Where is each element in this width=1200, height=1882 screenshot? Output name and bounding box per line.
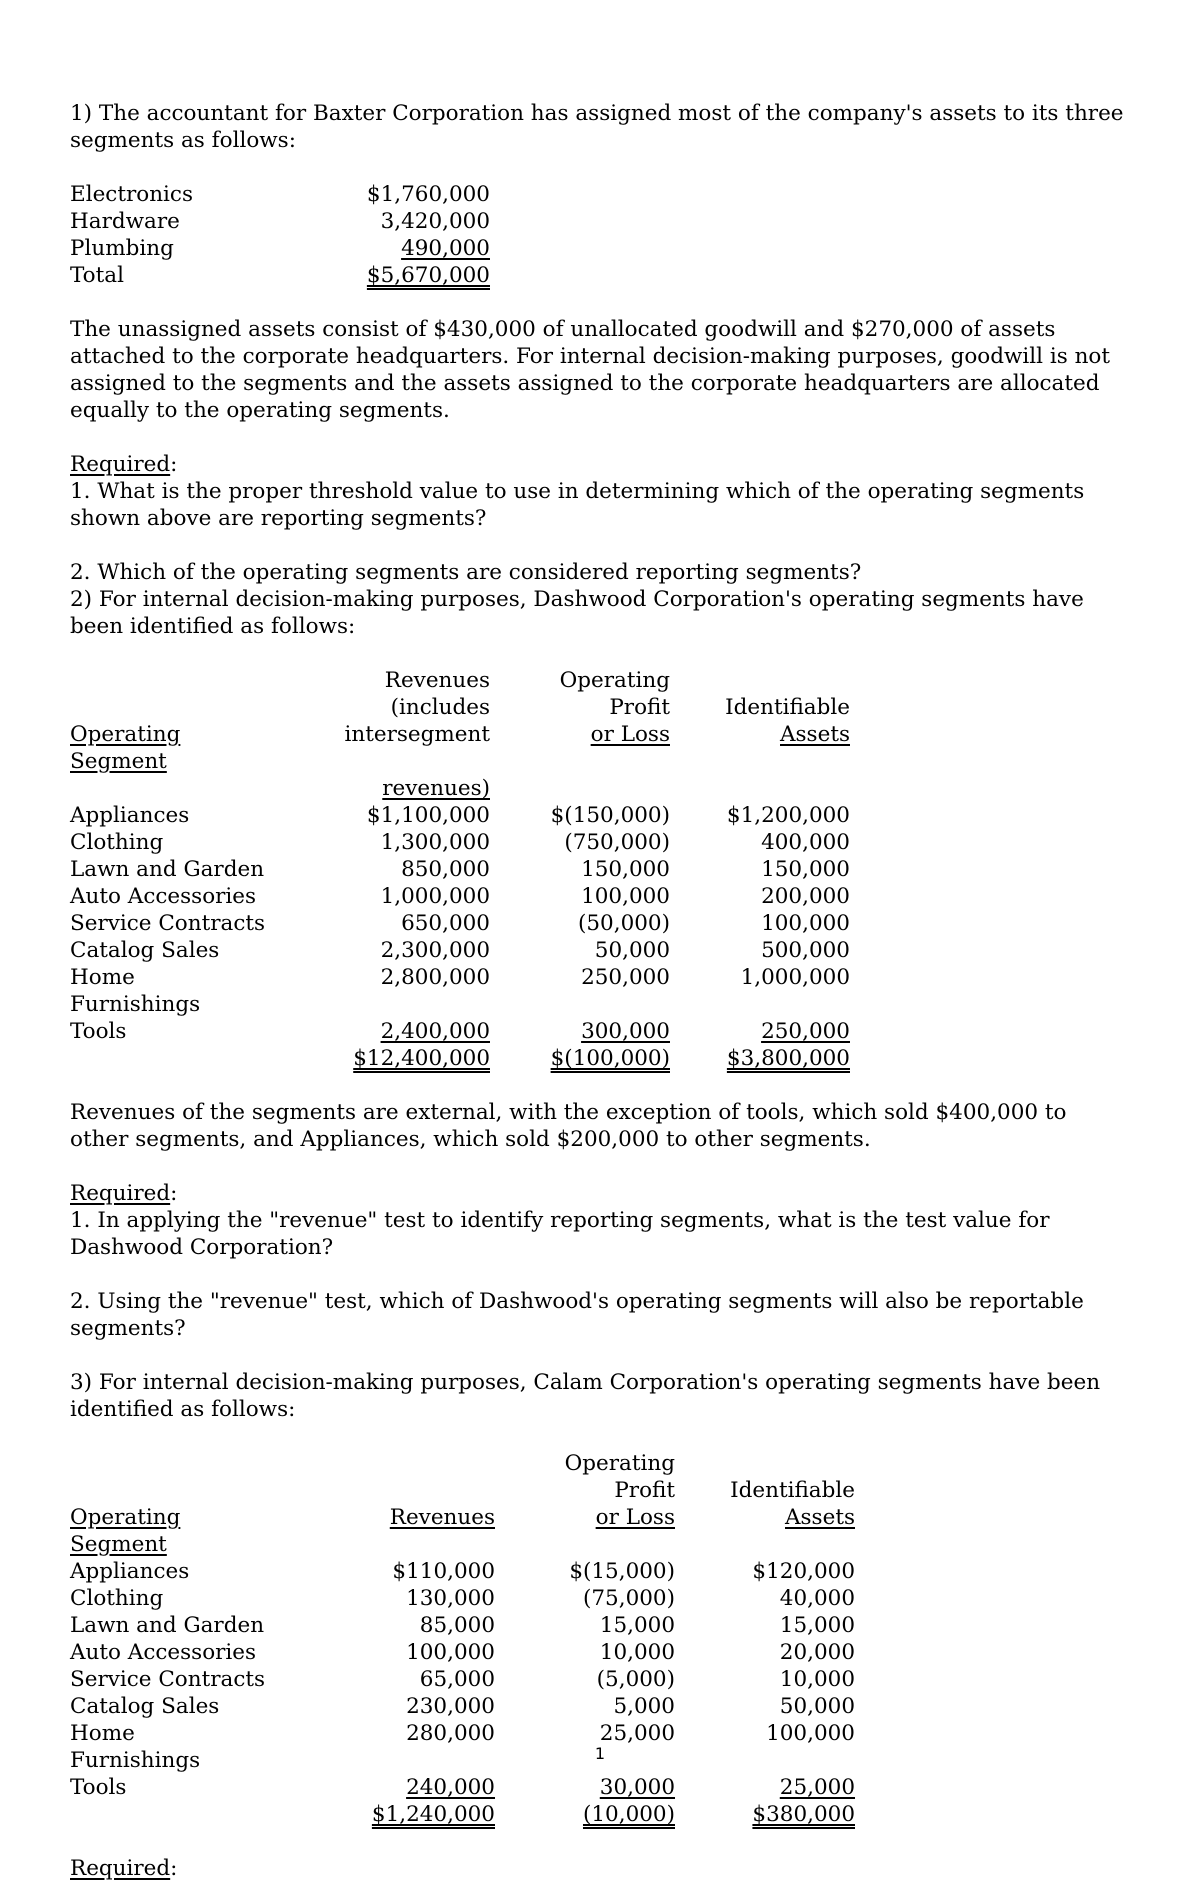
asset-total-value: $5,670,000 <box>366 263 490 288</box>
segment-assets: 25,000 <box>779 1775 855 1800</box>
segment-assets: 20,000 <box>779 1640 855 1665</box>
segment-assets: 500,000 <box>761 938 850 963</box>
col-header-operating: Profit <box>614 1478 675 1503</box>
asset-name: Plumbing <box>70 236 174 261</box>
col-header-operating: or Loss <box>590 722 670 747</box>
segment-revenue: 65,000 <box>419 1667 495 1692</box>
segment-name: Appliances <box>70 1559 190 1584</box>
segment-assets: 100,000 <box>761 911 850 936</box>
segment-profit: 300,000 <box>581 1019 670 1044</box>
asset-name: Electronics <box>70 182 193 207</box>
segment-name: Tools <box>70 1019 127 1044</box>
segment-profit: (750,000) <box>564 830 670 855</box>
segment-profit: 10,000 <box>599 1640 675 1665</box>
segment-profit: 25,000 <box>599 1721 675 1746</box>
segment-revenue: 230,000 <box>406 1694 495 1719</box>
segment-revenue: $1,100,000 <box>366 803 490 828</box>
segment-revenue: 1,000,000 <box>380 884 490 909</box>
col-header-revenues: Revenues <box>389 1505 495 1530</box>
segment-profit: 250,000 <box>581 965 670 990</box>
q1-paragraph: The unassigned assets consist of $430,000 of unallocated goodwill and $270,000 of assets attached to the corporate headquarters. For internal decision-making purposes, goodwill is not assigned to the segments and the assets assigned to the corporate headquarters are allocated equally to the operating segments. <box>70 317 1111 423</box>
segment-name: Clothing <box>70 830 164 855</box>
asset-total-label: Total <box>70 263 124 288</box>
col-header-assets: Assets <box>785 1505 855 1530</box>
segment-revenue: 130,000 <box>406 1586 495 1611</box>
segment-name: Home Furnishings <box>70 965 201 1017</box>
segment-revenue: 85,000 <box>419 1613 495 1638</box>
segment-assets: 10,000 <box>779 1667 855 1692</box>
segment-name: Service Contracts <box>70 1667 266 1692</box>
segment-assets: 150,000 <box>761 857 850 882</box>
document-page: 1) The accountant for Baxter Corporation has assigned most of the company's assets to its three segments as follows: Electronics $1,760,000 Hardware 3,420,000 Plumbing 490,000 Total $5,670,000 The unassigned assets consist of $430,000 of unallocated goodwill and $270,000 of assets attached to the corporate headquarters. For internal decision-making purposes, goodwill is not assigned to the segments and the assets assigned to the corporate headquarters are allocated equally to the operating segments. Required: 1. What is the proper threshold value to use in determining which of the operating segments shown above are reporting segments? 2. Which of the operating segments are considered reporting segments? 2) For internal decision-making purposes, Dashwood Corporation's operating segments have been identified as follows: Revenues Operating (includes Profit Identifiable Operating Segment intersegment or Loss Assets revenues) Appliances $1,100,000 $(150,000) $1,200,000 Clothing 1,300,000 (750,000) 400,000 Lawn and Garden 850,000 150,000 150,000 Auto Accessories 1,000,000 100,000 200,000 Service Contracts 650,000 (50,000) 100,000 Catalog Sales 2,300,000 50,000 500,000 Home Furnishings 2,800,000 250,000 1,000,000 Tools 2,400,000 300,000 250,000 $12,400,000 $(100,000) $3,800,000 Revenues of the segments are external, with the exception of tools, which sold $400,000 to other segments, and Appliances, which sold $200,000 to other segments. Required: 1. In applying the "revenue" test to identify reporting segments, what is the test value for Dashwood Corporation? 2. Using the "revenue" test, which of Dashwood's operating segments will also be reportable segments? 3) For internal decision-making purposes, Calam Corporation's operating segments have been identified as follows: Operating Profit Identifiable Operating Segment Revenues or Loss Assets Appliances $110,000 $(15,000) $120,000 Clothing 130,000 (75,000) 40,000 Lawn and Garden 85,000 15,000 15,000 Auto Accessories 100,000 10,000 20,000 Service Contracts 65,000 (5,000) 10,000 Catalog Sales 230,000 5,000 50,000 Home Furnishings 280,000 25,000 100,000 Tools 240,000 30,000 25,000 $1,240,000 (10,000) $380,000 Required: <box>70 100 1130 1882</box>
asset-value: $1,760,000 <box>366 182 490 207</box>
q3-segment-table <box>70 1450 1130 1828</box>
segment-profit: 150,000 <box>581 857 670 882</box>
q1-intro: 1) The accountant for Baxter Corporation has assigned most of the company's assets to its three segments as follows: <box>70 101 1124 153</box>
q1-asset-table <box>70 181 1130 289</box>
col-header-assets: Assets <box>780 722 850 747</box>
asset-name: Hardware <box>70 209 180 234</box>
segment-assets: 100,000 <box>766 1721 855 1746</box>
total-revenue: $12,400,000 <box>353 1046 490 1071</box>
col-header-operating: or Loss <box>595 1505 675 1530</box>
asset-value: 490,000 <box>401 236 490 261</box>
col-header-segment: Operating Segment <box>70 722 181 774</box>
segment-profit: 100,000 <box>581 884 670 909</box>
q3-intro: 3) For internal decision-making purposes, Calam Corporation's operating segments have been identified as follows: <box>70 1370 1101 1422</box>
segment-name: Auto Accessories <box>70 884 257 909</box>
segment-assets: 400,000 <box>761 830 850 855</box>
segment-assets: 40,000 <box>779 1586 855 1611</box>
segment-revenue: 650,000 <box>401 911 490 936</box>
col-header-operating: Operating <box>559 668 670 693</box>
segment-name: Service Contracts <box>70 911 266 936</box>
q1-requirement-1: 1. What is the proper threshold value to use in determining which of the operating segments shown above are reporting segments? <box>70 479 1085 531</box>
col-header-assets: Identifiable <box>725 695 850 720</box>
segment-assets: 250,000 <box>761 1019 850 1044</box>
q2-segment-table <box>70 667 1130 1072</box>
segment-profit: (5,000) <box>596 1667 675 1692</box>
segment-profit: 15,000 <box>599 1613 675 1638</box>
col-header-revenues: Revenues <box>384 668 490 693</box>
segment-profit: $(150,000) <box>550 803 670 828</box>
q2-requirement-1: 1. In applying the "revenue" test to identify reporting segments, what is the test value for Dashwood Corporation? <box>70 1208 1050 1260</box>
segment-profit: (50,000) <box>577 911 670 936</box>
q2-intro: 2) For internal decision-making purposes, Dashwood Corporation's operating segments have been identified as follows: <box>70 587 1084 639</box>
segment-assets: $1,200,000 <box>726 803 850 828</box>
segment-revenue: 2,300,000 <box>380 938 490 963</box>
segment-name: Auto Accessories <box>70 1640 257 1665</box>
col-header-revenues: revenues) <box>382 776 490 801</box>
segment-profit: 30,000 <box>599 1775 675 1800</box>
col-header-revenues: intersegment <box>344 722 490 747</box>
segment-assets: 200,000 <box>761 884 850 909</box>
page-number: 1 <box>594 1744 606 1763</box>
segment-revenue: 2,400,000 <box>380 1019 490 1044</box>
segment-revenue: 2,800,000 <box>380 965 490 990</box>
col-header-operating: Profit <box>609 695 670 720</box>
q3-required-heading: Required <box>70 1856 171 1881</box>
asset-value: 3,420,000 <box>380 209 490 234</box>
segment-revenue: 280,000 <box>406 1721 495 1746</box>
segment-profit: 5,000 <box>613 1694 675 1719</box>
q2-required-heading: Required <box>70 1181 171 1206</box>
col-header-operating: Operating <box>564 1451 675 1476</box>
segment-revenue: 1,300,000 <box>380 830 490 855</box>
segment-name: Tools <box>70 1775 127 1800</box>
segment-name: Catalog Sales <box>70 1694 220 1719</box>
segment-name: Catalog Sales <box>70 938 220 963</box>
segment-assets: 50,000 <box>779 1694 855 1719</box>
q2-requirement-2: 2. Using the "revenue" test, which of Dashwood's operating segments will also be reportable segments? <box>70 1289 1084 1341</box>
segment-name: Lawn and Garden <box>70 1613 265 1638</box>
segment-revenue: 100,000 <box>406 1640 495 1665</box>
q1-required-heading: Required <box>70 452 171 477</box>
segment-name: Appliances <box>70 803 190 828</box>
segment-profit: 50,000 <box>594 938 670 963</box>
q1-requirement-2: 2. Which of the operating segments are considered reporting segments? <box>70 560 862 585</box>
total-assets: $3,800,000 <box>726 1046 850 1071</box>
total-profit: (10,000) <box>582 1802 675 1827</box>
col-header-assets: Identifiable <box>730 1478 855 1503</box>
total-revenue: $1,240,000 <box>371 1802 495 1827</box>
segment-name: Clothing <box>70 1586 164 1611</box>
segment-revenue: 240,000 <box>406 1775 495 1800</box>
col-header-segment: Operating Segment <box>70 1505 181 1557</box>
segment-profit: $(15,000) <box>569 1559 675 1584</box>
total-profit: $(100,000) <box>550 1046 670 1071</box>
col-header-revenues: (includes <box>390 695 490 720</box>
segment-profit: (75,000) <box>582 1586 675 1611</box>
segment-assets: $120,000 <box>752 1559 855 1584</box>
segment-assets: 15,000 <box>779 1613 855 1638</box>
segment-name: Lawn and Garden <box>70 857 265 882</box>
segment-revenue: 850,000 <box>401 857 490 882</box>
segment-name: Home Furnishings <box>70 1721 201 1773</box>
total-assets: $380,000 <box>752 1802 855 1827</box>
segment-revenue: $110,000 <box>392 1559 495 1584</box>
q2-paragraph: Revenues of the segments are external, with the exception of tools, which sold $400,000 to other segments, and Appliances, which sold $200,000 to other segments. <box>70 1100 1067 1152</box>
segment-assets: 1,000,000 <box>740 965 850 990</box>
